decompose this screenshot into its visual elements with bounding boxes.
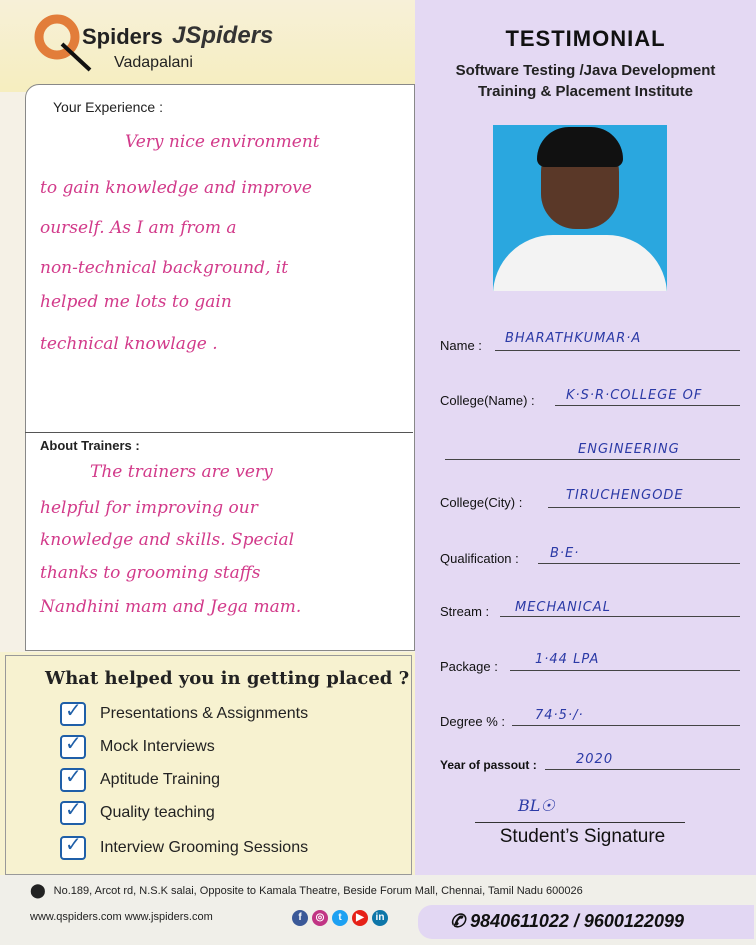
photo-hair bbox=[537, 127, 623, 167]
city-line bbox=[548, 507, 740, 508]
experience-line: technical knowlage . bbox=[40, 334, 218, 354]
stream-line bbox=[500, 616, 740, 617]
facebook-icon[interactable]: f bbox=[292, 910, 308, 926]
checkbox-checked-icon: ✓ bbox=[60, 836, 86, 860]
city-value: TIRUCHENGODE bbox=[566, 488, 684, 503]
experience-label: Your Experience : bbox=[53, 99, 163, 115]
package-value: 1·44 LPA bbox=[535, 652, 600, 667]
stream-value: MECHANICAL bbox=[515, 600, 611, 615]
signature-line bbox=[475, 822, 685, 823]
name-value: BHARATHKUMAR·A bbox=[505, 331, 642, 346]
year-line bbox=[545, 769, 740, 770]
helped-title: What helped you in getting placed ? bbox=[45, 668, 410, 689]
trainers-line: thanks to grooming staffs bbox=[40, 563, 261, 583]
signature-label: Student’s Signature bbox=[499, 826, 666, 847]
websites[interactable]: www.qspiders.com www.jspiders.com bbox=[30, 911, 213, 923]
degree-value: 74·5·/· bbox=[535, 708, 584, 723]
brand-logo bbox=[32, 12, 292, 82]
checklist-item bbox=[60, 836, 308, 860]
checkbox-checked-icon: ✓ bbox=[60, 801, 86, 825]
page-title: TESTIMONIAL bbox=[505, 26, 666, 51]
photo-shirt bbox=[493, 235, 667, 291]
address bbox=[30, 882, 583, 899]
college-value-line2: ENGINEERING bbox=[578, 442, 680, 457]
checklist-label: Quality teaching bbox=[100, 804, 215, 821]
qualification-line bbox=[538, 563, 740, 564]
signature-mark: BL☉ bbox=[518, 796, 555, 815]
twitter-icon[interactable]: t bbox=[332, 910, 348, 926]
experience-line: to gain knowledge and improve bbox=[40, 178, 312, 198]
page-subtitle bbox=[415, 60, 756, 102]
checklist-item bbox=[60, 768, 220, 792]
college-line-2 bbox=[445, 459, 740, 460]
college-line-1 bbox=[555, 405, 740, 406]
section-divider bbox=[25, 432, 413, 433]
linkedin-icon[interactable]: in bbox=[372, 910, 388, 926]
youtube-icon[interactable]: ▶ bbox=[352, 910, 368, 926]
brand-name-qspiders: Spiders bbox=[82, 24, 163, 49]
trainers-label: About Trainers : bbox=[40, 438, 140, 453]
address-text: No.189, Arcot rd, N.S.K salai, Opposite to Kamala Theatre, Beside Forum Mall, Chennai, Tamil Nadu 600026 bbox=[53, 884, 583, 897]
checklist-item bbox=[60, 735, 215, 759]
year-label: Year of passout : bbox=[440, 758, 537, 772]
city-label: College(City) : bbox=[440, 495, 523, 510]
phone-numbers-text: 9840611022 / 9600122099 bbox=[470, 911, 684, 931]
checklist-label: Aptitude Training bbox=[100, 771, 221, 788]
subtitle-line-2: Training & Placement Institute bbox=[477, 83, 694, 100]
subtitle-line-1: Software Testing /Java Development bbox=[455, 62, 716, 79]
college-value-line1: K·S·R·COLLEGE OF bbox=[566, 388, 703, 403]
college-label: College(Name) : bbox=[440, 393, 535, 408]
trainers-line: Nandhini mam and Jega mam. bbox=[40, 597, 302, 617]
experience-line: helped me lots to gain bbox=[40, 292, 232, 312]
package-label: Package : bbox=[440, 659, 498, 674]
checklist-label: Mock Interviews bbox=[100, 738, 215, 755]
trainers-line: helpful for improving our bbox=[40, 498, 258, 518]
degree-label: Degree % : bbox=[440, 714, 506, 729]
instagram-icon[interactable]: ◎ bbox=[312, 910, 328, 926]
student-photo bbox=[493, 125, 667, 291]
social-icons bbox=[292, 910, 388, 926]
name-label: Name : bbox=[440, 338, 482, 353]
checkbox-checked-icon: ✓ bbox=[60, 702, 86, 726]
year-value: 2020 bbox=[576, 752, 614, 767]
checklist-label: Interview Grooming Sessions bbox=[100, 839, 309, 856]
experience-line: non-technical background, it bbox=[40, 258, 289, 278]
stream-label: Stream : bbox=[440, 604, 490, 619]
branch-name: Vadapalani bbox=[114, 54, 193, 71]
checkbox-checked-icon: ✓ bbox=[60, 735, 86, 759]
trainers-line: knowledge and skills. Special bbox=[40, 530, 295, 550]
checklist-item bbox=[60, 702, 308, 726]
trainers-line: The trainers are very bbox=[90, 462, 273, 482]
degree-line bbox=[512, 725, 740, 726]
location-pin-icon: ⬤ bbox=[30, 882, 46, 898]
qualification-label: Qualification : bbox=[440, 551, 519, 566]
package-line bbox=[510, 670, 740, 671]
experience-line: Very nice environment bbox=[125, 132, 320, 152]
experience-line: ourself. As I am from a bbox=[40, 218, 237, 238]
checklist-label: Presentations & Assignments bbox=[100, 705, 309, 722]
brand-name-jspiders: JSpiders bbox=[172, 22, 274, 49]
phone-numbers bbox=[450, 911, 684, 932]
phone-icon: ✆ bbox=[450, 911, 471, 931]
name-line bbox=[495, 350, 740, 351]
qualification-value: B·E· bbox=[550, 546, 580, 561]
checklist-item bbox=[60, 801, 215, 825]
checkbox-checked-icon: ✓ bbox=[60, 768, 86, 792]
